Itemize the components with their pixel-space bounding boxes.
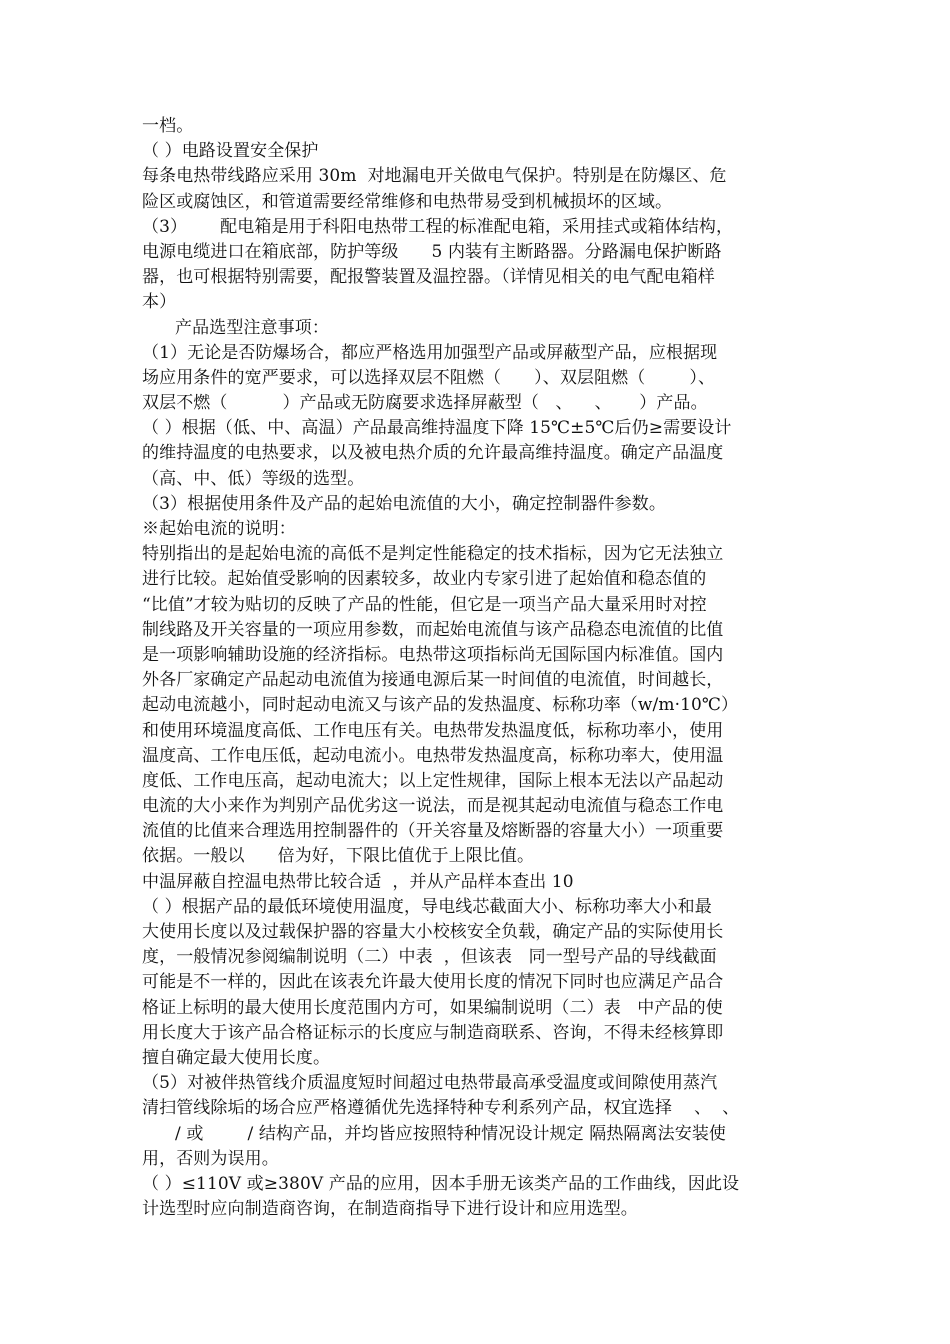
text-line: 和使用环境温度高低、工作电压有关。电热带发热温度低，标称功率小，使用 [142,720,724,741]
text-line: 电源电缆进口在箱底部，防护等级 5 内装有主断路器。分路漏电保护断路 [142,241,722,262]
text-line: 起动电流越小，同时起动电流又与该产品的发热温度、标称功率（w/m·10℃） [142,695,739,716]
text-line: 本） [142,292,177,313]
text-line: （高、中、低）等级的选型。 [142,468,365,489]
text-line: （ ）根据产品的最低环境使用温度，导电线芯截面大小、标称功率大小和最 [142,896,712,917]
text-line: 计选型时应向制造商咨询，在制造商指导下进行设计和应用选型。 [142,1199,638,1220]
text-line: （5）对被伴热管线介质温度短时间超过电热带最高承受温度或间隙使用蒸汽 [142,1073,718,1094]
text-line: 用长度大于该产品合格证标示的长度应与制造商联系、咨询，不得未经核算即 [142,1022,724,1043]
text-line: 擅自确定最大使用长度。 [142,1047,331,1068]
text-line: 进行比较。起始值受影响的因素较多，故业内专家引进了起始值和稳态值的 [142,569,707,590]
text-line: 每条电热带线路应采用 30m 对地漏电开关做电气保护。特别是在防爆区、危 [142,166,727,187]
text-line: （ ）≤110V 或≥380V 产品的应用，因本手册无该类产品的工作曲线，因此设 [142,1173,740,1194]
text-line: 产品选型注意事项： [142,317,329,338]
text-line: 险区或腐蚀区，和管道需要经常维修和电热带易受到机械损坏的区域。 [142,191,673,212]
document-body [142,114,802,1222]
text-line: 温度高、工作电压低，起动电流小。电热带发热温度高，标称功率大，使用温 [142,745,724,766]
text-line: 的维持温度的电热要求，以及被电热介质的允许最高维持温度。确定产品温度 [142,443,724,464]
text-line: 度，一般情况参阅编制说明（二）中表 ，但该表 同一型号产品的导线截面 [142,947,717,968]
text-line: 中温屏蔽自控温电热带比较合适 ，并从产品样本查出 10 [142,871,574,892]
text-line: 器，也可根据特别需要，配报警装置及温控器。（详情见相关的电气配电箱样 [142,267,715,288]
text-line: 外各厂家确定产品起动电流值为接通电源后某一时间值的电流值，时间越长， [142,670,724,691]
text-line: 用，否则为误用。 [142,1148,279,1169]
text-line: 特别指出的是起始电流的高低不是判定性能稳定的技术指标，因为它无法独立 [142,544,724,565]
text-line: 双层不燃（ ）产品或无防腐要求选择屏蔽型（ 、 、 ）产品。 [142,393,708,414]
text-line: （1）无论是否防爆场合，都应严格选用加强型产品或屏蔽型产品，应根据现 [142,342,718,363]
text-line: 度低、工作电压高，起动电流大；以上定性规律，国际上根本无法以产品起动 [142,770,724,791]
text-line: ※起始电流的说明： [142,519,296,539]
text-line: （ ）根据（低、中、高温）产品最高维持温度下降 15℃±5℃后仍≥需要设计 [142,418,732,439]
text-line: （ ）电路设置安全保护 [142,141,319,162]
text-line: 清扫管线除垢的场合应严格遵循优先选择特种专利系列产品，权宜选择 、 、 [142,1098,740,1119]
text-line: 电流的大小来作为判别产品优劣这一说法，而是视其起动电流值与稳态工作电 [142,796,724,817]
text-line: （3）根据使用条件及产品的起始电流值的大小，确定控制器件参数。 [142,493,666,514]
text-line: 大使用长度以及过载保护器的容量大小校核安全负载，确定产品的实际使用长 [142,922,724,942]
text-line: 流值的比值来合理选用控制器件的（开关容量及熔断器的容量大小）一项重要 [142,821,724,842]
text-line: 可能是不一样的，因此在该表允许最大使用长度的情况下同时也应满足产品合 [142,972,724,993]
text-line: 格证上标明的最大使用长度范围内方可，如果编制说明（二）表 中产品的使 [142,997,723,1018]
text-line: 依据。一般以 倍为好，下限比值优于上限比值。 [142,846,535,867]
text-line: “比值”才较为贴切的反映了产品的性能，但它是一项当产品大量采用时对控 [142,594,707,615]
text-line: / 或 / 结构产品，并均皆应按照特种情况设计规定 隔热隔离法安装使 [142,1123,727,1144]
text-line: 一档。 [142,116,194,136]
text-line: （3） 配电箱是用于科阳电热带工程的标准配电箱，采用挂式或箱体结构， [142,216,734,237]
text-line: 制线路及开关容量的一项应用参数，而起始电流值与该产品稳态电流值的比值 [142,619,724,640]
text-line: 场应用条件的宽严要求，可以选择双层不阻燃（ ）、双层阻燃（ ）、 [142,367,716,388]
text-line: 是一项影响辅助设施的经济指标。电热带这项指标尚无国际国内标准值。国内 [142,644,724,665]
